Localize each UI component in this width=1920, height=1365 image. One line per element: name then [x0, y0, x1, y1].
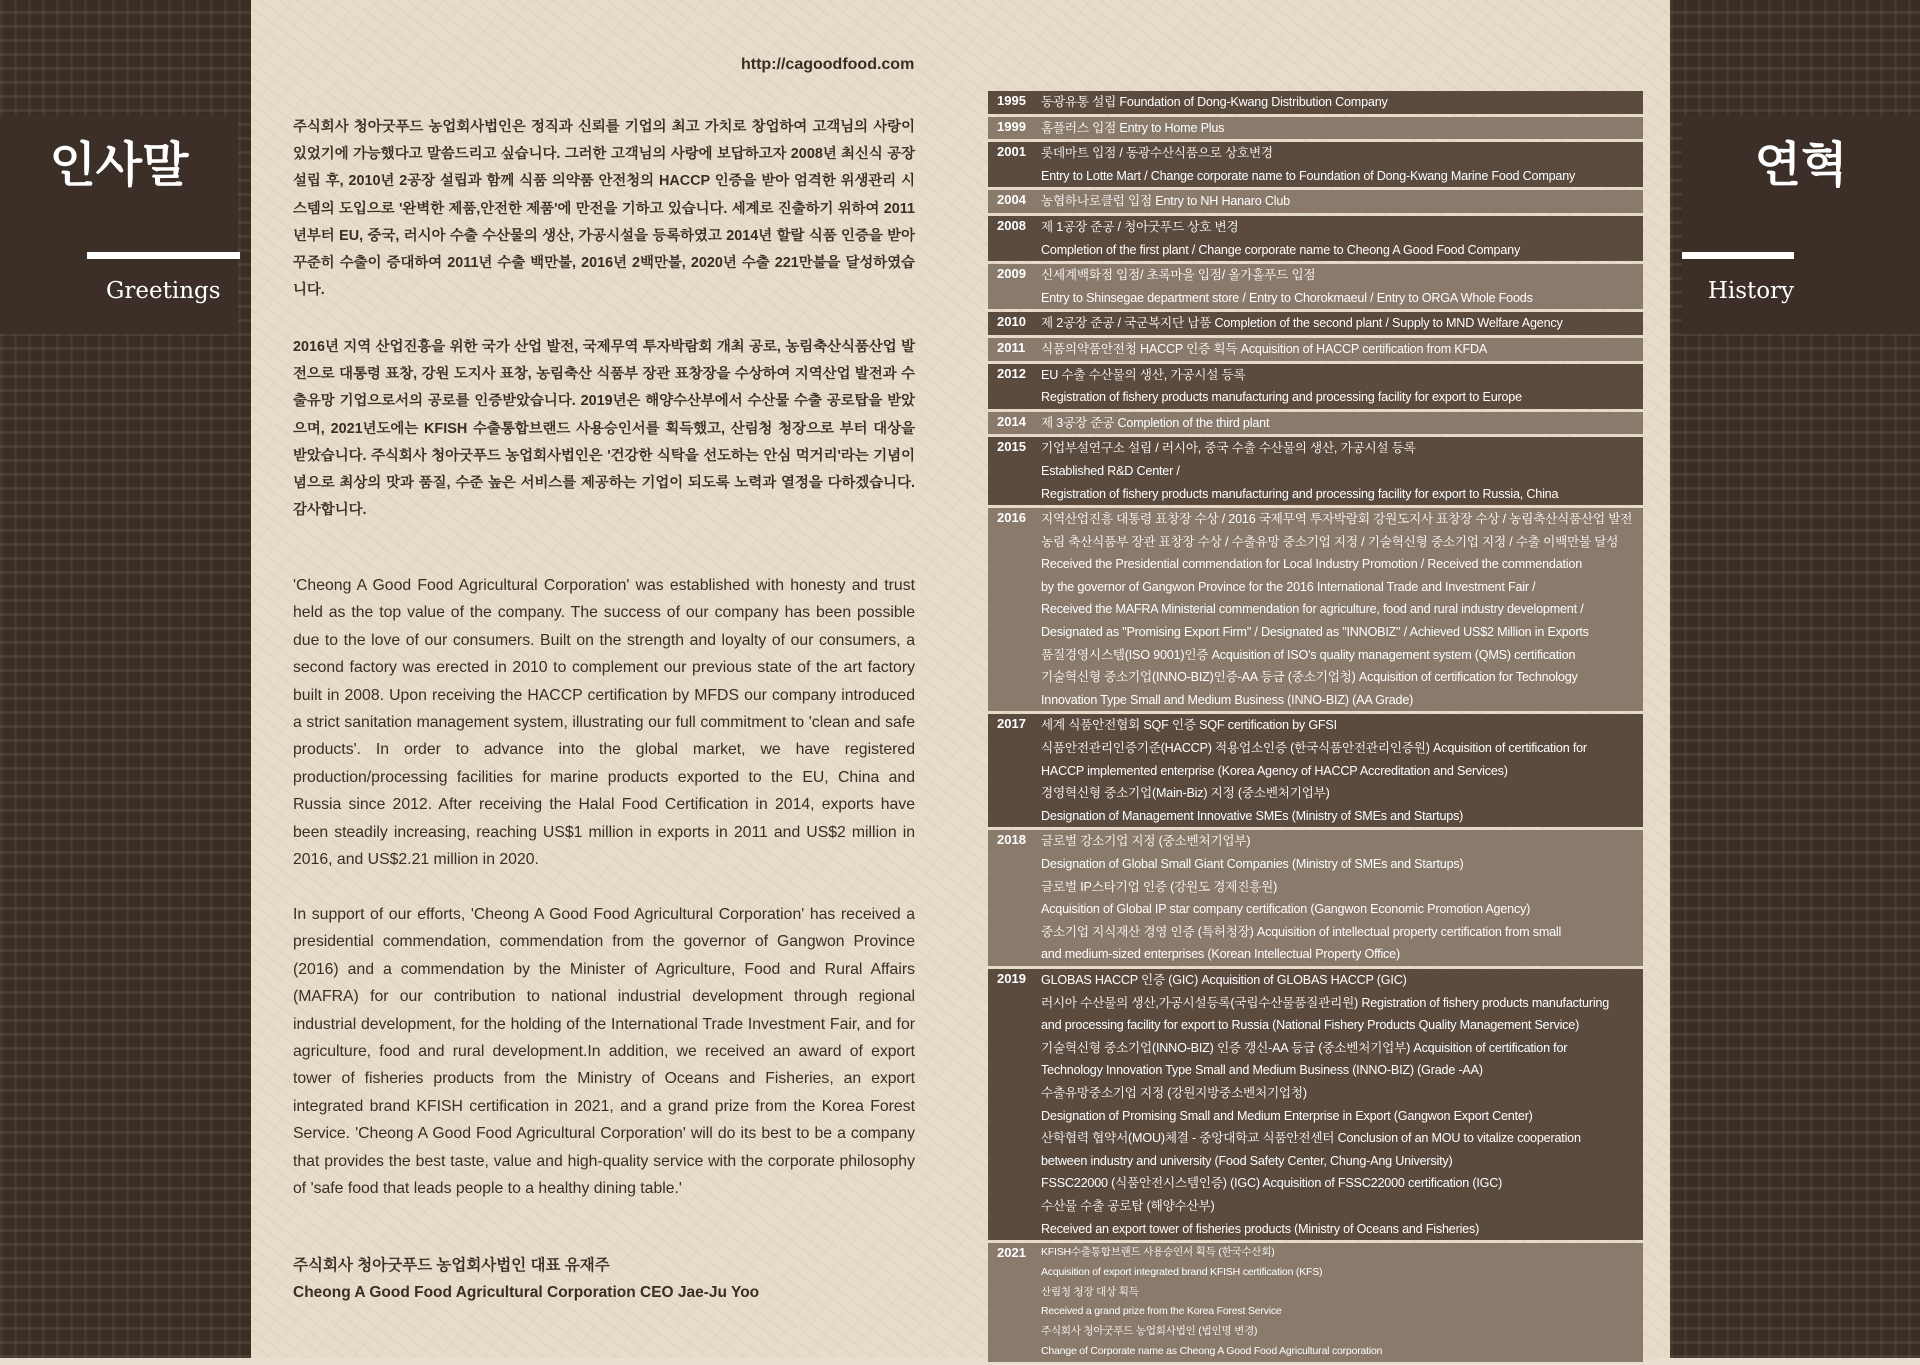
- ceo-signature-ko: 주식회사 청아굿푸드 농업회사법인 대표 유재주: [293, 1257, 610, 1274]
- history-line: Acquisition of Global IP star company certification (Gangwon Economic Promotion Agency): [1041, 902, 1531, 917]
- history-line: Acquisition of export integrated brand KFISH certification (KFS): [1041, 1265, 1323, 1278]
- history-entry: [988, 117, 1643, 140]
- history-lines: [1041, 364, 1643, 409]
- history-lines: [1041, 190, 1643, 213]
- history-year: 2021: [997, 1245, 1026, 1261]
- history-line: 글로벌 강소기업 지정 (중소벤처기업부): [1041, 834, 1251, 849]
- greetings-subtitle: Greetings: [106, 278, 221, 304]
- history-line: 수산물 수출 공로탑 (해양수산부): [1041, 1198, 1215, 1213]
- history-line: Received the Presidential commendation for Local Industry Promotion / Received the commendation: [1041, 557, 1583, 572]
- history-line: Received the MAFRA Ministerial commendation for agriculture, food and rural industry development /: [1041, 602, 1584, 617]
- history-year: 2011: [997, 339, 1026, 355]
- greeting-korean-paragraph-2: 2016년 지역 산업진흥을 위한 국가 산업 발전, 국제무역 투자박람회 개최 공로, 농림축산식품산업 발전으로 대통령 표창, 강원 도지사 표창, 농림축산 식품부 장관 표창장을 수상하여 지역산업 발전과 수출유망 기업으로서의 공로를 인증받았습니다. 2019년은 해양수산부에서 수산물 수출 공로탑을 받았으며, 2021년도에는 KFISH 수출통합브랜드 사용승인서를 획득했고, 산림청 청장으로 부터 대상을 받았습니다. 주식회사 청아굿푸드 농업회사법인은 '건강한 식탁을 선도하는 안심 먹거리'라는 기념이념으로 최상의 맛과 품질, 수준 높은 서비스를 제공하는 기업이 되도록 노력과 열정을 다하겠습니다. 감사합니다.: [293, 339, 915, 519]
- history-line: 기술혁신형 중소기업(INNO-BIZ) 인증 갱신-AA 등급 (중소벤처기업부) Acquisition of certification for: [1041, 1040, 1568, 1055]
- history-line: Registration of fishery products manufacturing and processing facility for export to Europe: [1041, 390, 1522, 405]
- history-lines: [1041, 216, 1643, 261]
- history-entry: [988, 142, 1643, 187]
- greetings-title-ko: 인사말: [49, 137, 189, 193]
- history-entry: [988, 1243, 1643, 1362]
- history-lines: [1041, 714, 1643, 827]
- history-entry: [988, 216, 1643, 261]
- history-line: KFISH수출통합브랜드 사용승인서 획득 (한국수산회): [1041, 1246, 1275, 1259]
- history-year: 2008: [997, 217, 1026, 233]
- history-year: 2004: [997, 192, 1026, 208]
- history-lines: [1041, 142, 1643, 187]
- history-timeline: [988, 91, 1643, 1365]
- greeting-english-paragraph-1: 'Cheong A Good Food Agricultural Corporation' was established with honesty and trust held as the top value of the company. The success of our company has been possible due to the love of our consumers. Built on the strength and loyalty of our consumers, a second factory was erected in 2010 to complement our previous state of the art factory built in 2008. Upon receiving the HACCP certification by MFDS our company introduced a strict sanitation management system, illustrating our full commitment to 'clean and safe products'. In order to advance into the global market, we have registered production/processing facilities for marine products exported to the EU, China and Russia since 2012. After receiving the Halal Food Certification in 2014, exports have been steadily increasing, reaching US$1 million in exports in 2011 and US$2 million in 2016, and US$2.21 million in 2020.: [293, 577, 915, 869]
- history-lines: [1041, 117, 1643, 140]
- website-url: http://cagoodfood.com: [741, 56, 915, 73]
- history-line: 농림 축산식품부 장관 표창장 수상 / 수출유망 중소기업 지정 / 기술혁신형 중소기업 지정 / 수출 이백만불 달성: [1041, 534, 1619, 549]
- history-line: FSSC22000 (식품안전시스템인증) (IGC) Acquisition of FSSC22000 certification (IGC): [1041, 1176, 1503, 1191]
- history-line: HACCP implemented enterprise (Korea Agency of HACCP Accreditation and Services): [1041, 763, 1508, 778]
- history-line: 지역산업진흥 대통령 표창장 수상 / 2016 국제무역 투자박람회 강원도지사 표창장 수상 / 농림축산식품산업 발전: [1041, 512, 1633, 527]
- history-line: Entry to Lotte Mart / Change corporate name to Foundation of Dong-Kwang Marine Food Company: [1041, 168, 1576, 183]
- left-side-panel: [0, 0, 251, 1358]
- history-line: 제 1공장 준공 / 청아굿푸드 상호 변경: [1041, 219, 1239, 234]
- history-entry: [988, 830, 1643, 966]
- history-line: 식품의약품안전청 HACCP 인증 획득 Acquisition of HACCP certification from KFDA: [1041, 341, 1488, 356]
- history-entry: [988, 714, 1643, 827]
- history-title-ko: 연혁: [1754, 137, 1848, 193]
- history-line: 경영혁신형 중소기업(Main-Biz) 지정 (중소벤처기업부): [1041, 786, 1330, 801]
- history-line: Technology Innovation Type Small and Medium Business (INNO-BIZ) (Grade -AA): [1041, 1063, 1483, 1078]
- history-line: and processing facility for export to Russia (National Fishery Products Quality Management Service): [1041, 1018, 1580, 1033]
- history-year: 2019: [997, 970, 1026, 986]
- history-year: 2001: [997, 144, 1026, 160]
- history-lines: [1041, 437, 1643, 505]
- history-line: 산학협력 협약서(MOU)체결 - 중앙대학교 식품안전센터 Conclusion of an MOU to vitalize cooperation: [1041, 1131, 1581, 1146]
- history-line: 신세계백화점 입점/ 초록마을 입점/ 올가홀푸드 입점: [1041, 268, 1316, 283]
- history-line: Received a grand prize from the Korea Forest Service: [1041, 1305, 1282, 1318]
- history-year: 1995: [997, 93, 1026, 108]
- history-year: 2015: [997, 439, 1026, 455]
- history-line: 동광유통 설립 Foundation of Dong-Kwang Distribution Company: [1041, 95, 1388, 109]
- history-line: GLOBAS HACCP 인증 (GIC) Acquisition of GLOBAS HACCP (GIC): [1041, 972, 1407, 987]
- history-lines: [1041, 312, 1643, 335]
- history-line: Registration of fishery products manufacturing and processing facility for export to Russia, China: [1041, 486, 1559, 501]
- greetings-divider: [87, 252, 240, 259]
- history-subtitle: History: [1707, 278, 1795, 304]
- history-line: 홈플러스 입점 Entry to Home Plus: [1041, 120, 1225, 135]
- history-lines: [1041, 91, 1643, 114]
- history-line: 산림청 청장 대상 획득: [1041, 1285, 1139, 1298]
- history-line: Established R&D Center /: [1041, 463, 1180, 478]
- history-line: Designation of Global Small Giant Companies (Ministry of SMEs and Startups): [1041, 857, 1464, 871]
- history-year: 2017: [997, 716, 1026, 732]
- history-entry: [988, 437, 1643, 505]
- history-year: 2009: [997, 266, 1026, 282]
- greetings-label-box: [0, 116, 238, 334]
- history-line: 중소기업 지식재산 경영 인증 (특허청장) Acquisition of intellectual property certification from small: [1041, 924, 1562, 939]
- history-lines: [1041, 264, 1643, 309]
- history-entry: [988, 338, 1643, 361]
- right-side-panel: [1670, 0, 1920, 1358]
- history-line: Designated as "Promising Export Firm" / Designated as "INNOBIZ" / Achieved US$2 Million in Exports: [1041, 625, 1589, 640]
- history-label-box: [1682, 116, 1920, 334]
- history-line: 글로벌 IP스타기업 인증 (강원도 경제진흥원): [1041, 879, 1278, 894]
- history-entry: [988, 264, 1643, 309]
- history-line: 기업부설연구소 설립 / 러시아, 중국 수출 수산물의 생산, 가공시설 등록: [1041, 441, 1416, 456]
- history-lines: [1041, 338, 1643, 361]
- history-line: 롯데마트 입점 / 동광수산식품으로 상호변경: [1041, 146, 1273, 161]
- history-line: Change of Corporate name as Cheong A Good Food Agricultural corporation: [1041, 1345, 1383, 1358]
- ceo-signature: [293, 1252, 759, 1306]
- history-lines: [1041, 412, 1643, 435]
- history-entry: [988, 312, 1643, 335]
- history-lines: [1041, 508, 1643, 711]
- history-line: Innovation Type Small and Medium Business (INNO-BIZ) (AA Grade): [1041, 692, 1414, 707]
- history-line: by the governor of Gangwon Province for the 2016 International Trade and Investment Fair /: [1041, 579, 1536, 594]
- history-divider: [1682, 252, 1794, 259]
- history-entry: [988, 412, 1643, 435]
- greeting-english-paragraph-2: In support of our efforts, 'Cheong A Good Food Agricultural Corporation' has received a presidential commendation, commendation from the governor of Gangwon Province (2016) and a commendation by the Minister of Agriculture, Food and Rural Affairs (MAFRA) for our contribution to national industrial development through regional industrial development, for the holding of the International Trade Investment Fair, and for agriculture, food and rural development.In addition, we received an award of export tower of fisheries products from the Ministry of Oceans and Fisheries, an export integrated brand KFISH certification in 2021, and a grand prize from the Korea Forest Service. 'Cheong A Good Food Agricultural Corporation' will do its best to be a company that provides the best taste, value and high-quality service with the corporate philosophy of 'safe food that leads people to a healthy dining table.': [293, 906, 915, 1198]
- history-lines: [1041, 1243, 1643, 1362]
- history-line: Received an export tower of fisheries products (Ministry of Oceans and Fisheries): [1041, 1221, 1480, 1236]
- history-line: 러시아 수산물의 생산,가공시설등록(국립수산물품질관리원) Registration of fishery products manufacturing: [1041, 995, 1610, 1010]
- history-year: 2012: [997, 365, 1026, 381]
- history-line: Entry to Shinsegae department store / Entry to Chorokmaeul / Entry to ORGA Whole Foods: [1041, 290, 1533, 305]
- history-year: 1999: [997, 118, 1026, 134]
- history-entry: [988, 190, 1643, 213]
- greeting-korean-paragraph-1: 주식회사 청아굿푸드 농업회사법인은 정직과 신뢰를 기업의 최고 가치로 창업하여 고객님의 사랑이 있었기에 가능했다고 말씀드리고 싶습니다. 그러한 고객님의 사랑에 보답하고자 2008년 최신식 공장 설립 후, 2010년 2공장 설립과 함께 식품 의약품 안전청의 HACCP 인증을 받아 엄격한 위생관리 시스템의 도입으로 '완벽한 제품,안전한 제품'에 만전을 기하고 있습니다. 세계로 진출하기 위하여 2011년부터 EU, 중국, 러시아 수출 수산물의 생산, 가공시설을 등록하였고 2014년 할랄 식품 인증을 받아 꾸준히 수출이 증대하여 2011년 수출 백만불, 2016년 2백만불, 2020년 수출 221만불을 달성하였습니다.: [293, 119, 915, 299]
- history-line: 농협하나로클럽 입점 Entry to NH Hanaro Club: [1041, 194, 1290, 209]
- history-entry: [988, 91, 1643, 114]
- history-line: Designation of Management Innovative SMEs (Ministry of SMEs and Startups): [1041, 808, 1464, 823]
- history-entry: [988, 508, 1643, 711]
- history-line: 제 3공장 준공 Completion of the third plant: [1041, 415, 1270, 430]
- history-line: 세계 식품안전협회 SQF 인증 SQF certification by GFSI: [1041, 718, 1337, 733]
- history-year: 2014: [997, 413, 1026, 429]
- history-line: 식품안전관리인증기준(HACCP) 적용업소인증 (한국식품안전관리인증원) Acquisition of certification for: [1041, 741, 1587, 756]
- history-line: 수출유망중소기업 지정 (강원지방중소벤처기업청): [1041, 1085, 1307, 1100]
- ceo-signature-en: Cheong A Good Food Agricultural Corporation CEO Jae-Ju Yoo: [293, 1284, 760, 1301]
- history-entry: [988, 969, 1643, 1240]
- history-line: 품질경영시스템(ISO 9001)인증 Acquisition of ISO's quality management system (QMS) certification: [1041, 647, 1576, 662]
- history-year: 2018: [997, 832, 1026, 848]
- history-year: 2010: [997, 314, 1026, 330]
- history-line: 제 2공장 준공 / 국군복지단 납품 Completion of the second plant / Supply to MND Welfare Agency: [1041, 316, 1563, 331]
- history-line: EU 수출 수산물의 생산, 가공시설 등록: [1041, 367, 1246, 382]
- history-entry: [988, 364, 1643, 409]
- history-line: Designation of Promising Small and Medium Enterprise in Export (Gangwon Export Center): [1041, 1108, 1533, 1123]
- history-line: between industry and university (Food Safety Center, Chung-Ang University): [1041, 1153, 1453, 1168]
- history-lines: [1041, 969, 1643, 1240]
- history-year: 2016: [997, 510, 1026, 526]
- history-line: 주식회사 청아굿푸드 농업회사법인 (법인명 변경): [1041, 1325, 1258, 1338]
- history-line: 기술혁신형 중소기업(INNO-BIZ)인증-AA 등급 (중소기업청) Acquisition of certification for Technology: [1041, 670, 1578, 685]
- history-line: and medium-sized enterprises (Korean Intellectual Property Office): [1041, 947, 1400, 962]
- history-line: Completion of the first plant / Change corporate name to Cheong A Good Food Company: [1041, 242, 1521, 257]
- history-lines: [1041, 830, 1643, 966]
